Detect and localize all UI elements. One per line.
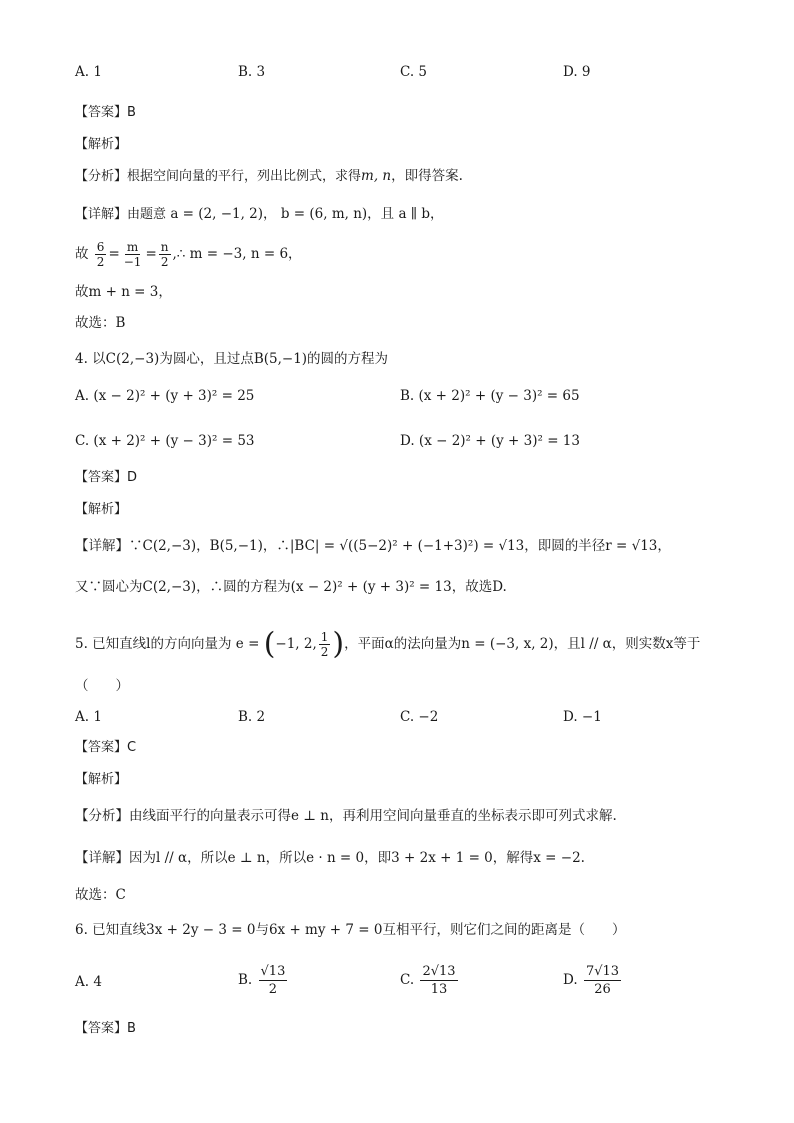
q4-detail-1: 【详解】∵C(2,−3)，B(5,−1)，∴|BC| = √((5−2)² + (−1+3)²) = √13，即圆的半径r = √13，	[75, 538, 671, 554]
q5-paren-close: )	[332, 626, 345, 662]
q4-option-d: D. (x − 2)² + (y + 3)² = 13	[400, 433, 580, 449]
q3-fraction-2: $\frac{m}{-1}$	[123, 240, 142, 269]
q4-analysis-label: 【解析】	[75, 502, 128, 517]
q3-option-c: C. 5	[400, 64, 428, 80]
q6-option-b: B. $\frac{√13}{2}$	[238, 964, 286, 997]
q4-option-a: A. (x − 2)² + (y + 3)² = 25	[75, 388, 255, 404]
q3-option-d: D. 9	[563, 64, 591, 80]
q6-option-b-fraction: $\frac{√13}{2}$	[260, 964, 286, 997]
q3-detail	[75, 204, 443, 225]
q5-stem-a: 5. 已知直线l的方向向量为	[75, 636, 232, 652]
q6-stem: 6. 已知直线3x + 2y − 3 = 0与6x + my + 7 = 0互相平行，则它们之间的距离是（ ）	[75, 922, 626, 938]
q5-answer: 【答案】C	[75, 740, 137, 755]
q3-option-a: A. 1	[75, 64, 102, 80]
q3-answer: 【答案】B	[75, 105, 136, 120]
q3-gu-prefix: 故	[75, 246, 89, 262]
q3-vector-b: b = (6, m, n)，且	[280, 206, 395, 222]
q6-option-d: D. $\frac{7√13}{26}$	[563, 964, 620, 997]
q3-ratio-line: 故 $\frac{6}{2}$ = $\frac{m}{-1}$ = $\frac{n}{2}$ ,∴ m = −3, n = 6，	[75, 240, 302, 269]
q5-stem	[75, 626, 701, 662]
q5-paren: （ ）	[75, 678, 129, 694]
q5-paren-open: (	[263, 626, 276, 662]
q5-fraction: $\frac{1}{2}$	[320, 630, 329, 659]
q4-answer: 【答案】D	[75, 470, 138, 485]
q5-option-c: C. −2	[400, 709, 439, 725]
q3-fraction-3: $\frac{n}{2}$	[160, 240, 169, 269]
q3-fenxi-vars: m, n	[361, 168, 392, 184]
q5-stem-c: ，平面α的法向量为	[344, 636, 462, 652]
q6-option-c-fraction: $\frac{2√13}{13}$	[422, 964, 456, 997]
q5-vector-components: −1, 2,	[275, 636, 317, 652]
q4-option-b: B. (x + 2)² + (y − 3)² = 65	[400, 388, 580, 404]
q3-fenxi	[75, 166, 463, 187]
q6-option-a: A. 4	[75, 974, 102, 990]
q3-parallel: a ∥ b，	[398, 206, 444, 222]
q5-detail: 【详解】因为l // α，所以e ⊥ n，所以e · n = 0，即3 + 2x + 1 = 0，解得x = −2.	[75, 850, 585, 866]
q5-option-a: A. 1	[75, 709, 102, 725]
q5-vector-e: e =	[235, 636, 260, 652]
q3-gu-end: ,∴ m = −3, n = 6，	[172, 246, 302, 262]
q4-detail-2: 又∵圆心为C(2,−3)，∴圆的方程为(x − 2)² + (y + 3)² = 13，故选D.	[75, 579, 507, 595]
q5-option-b: B. 2	[238, 709, 266, 725]
q6-answer: 【答案】B	[75, 1021, 136, 1036]
q3-result: 故选：B	[75, 315, 126, 331]
q6-option-d-fraction: $\frac{7√13}{26}$	[585, 964, 620, 997]
q5-fenxi: 【分析】由线面平行的向量表示可得e ⊥ n，再利用空间向量垂直的坐标表示即可列式求解.	[75, 808, 617, 824]
q5-option-d: D. −1	[563, 709, 602, 725]
q4-stem: 4. 以C(2,−3)为圆心，且过点B(5,−1)的圆的方程为	[75, 351, 389, 367]
q5-stem-n: n = (−3, x, 2)，且l // α，则实数x等于	[461, 636, 701, 652]
q3-fraction-1: $\frac{6}{2}$	[96, 240, 105, 269]
q3-sum-line: 故m + n = 3，	[75, 284, 172, 300]
q3-option-b: B. 3	[238, 64, 266, 80]
q3-detail-prefix: 【详解】由题意	[75, 207, 167, 222]
q3-vector-a: a = (2, −1, 2)，	[170, 206, 277, 222]
q3-analysis-label: 【解析】	[75, 137, 128, 152]
q5-analysis-label: 【解析】	[75, 772, 128, 787]
q4-option-c: C. (x + 2)² + (y − 3)² = 53	[75, 433, 255, 449]
q6-option-c: C. $\frac{2√13}{13}$	[400, 964, 456, 997]
q3-fenxi-end: ，即得答案.	[391, 168, 463, 184]
q5-result: 故选：C	[75, 887, 126, 903]
q3-fenxi-text: 【分析】根据空间向量的平行，列出比例式，求得	[75, 169, 362, 184]
